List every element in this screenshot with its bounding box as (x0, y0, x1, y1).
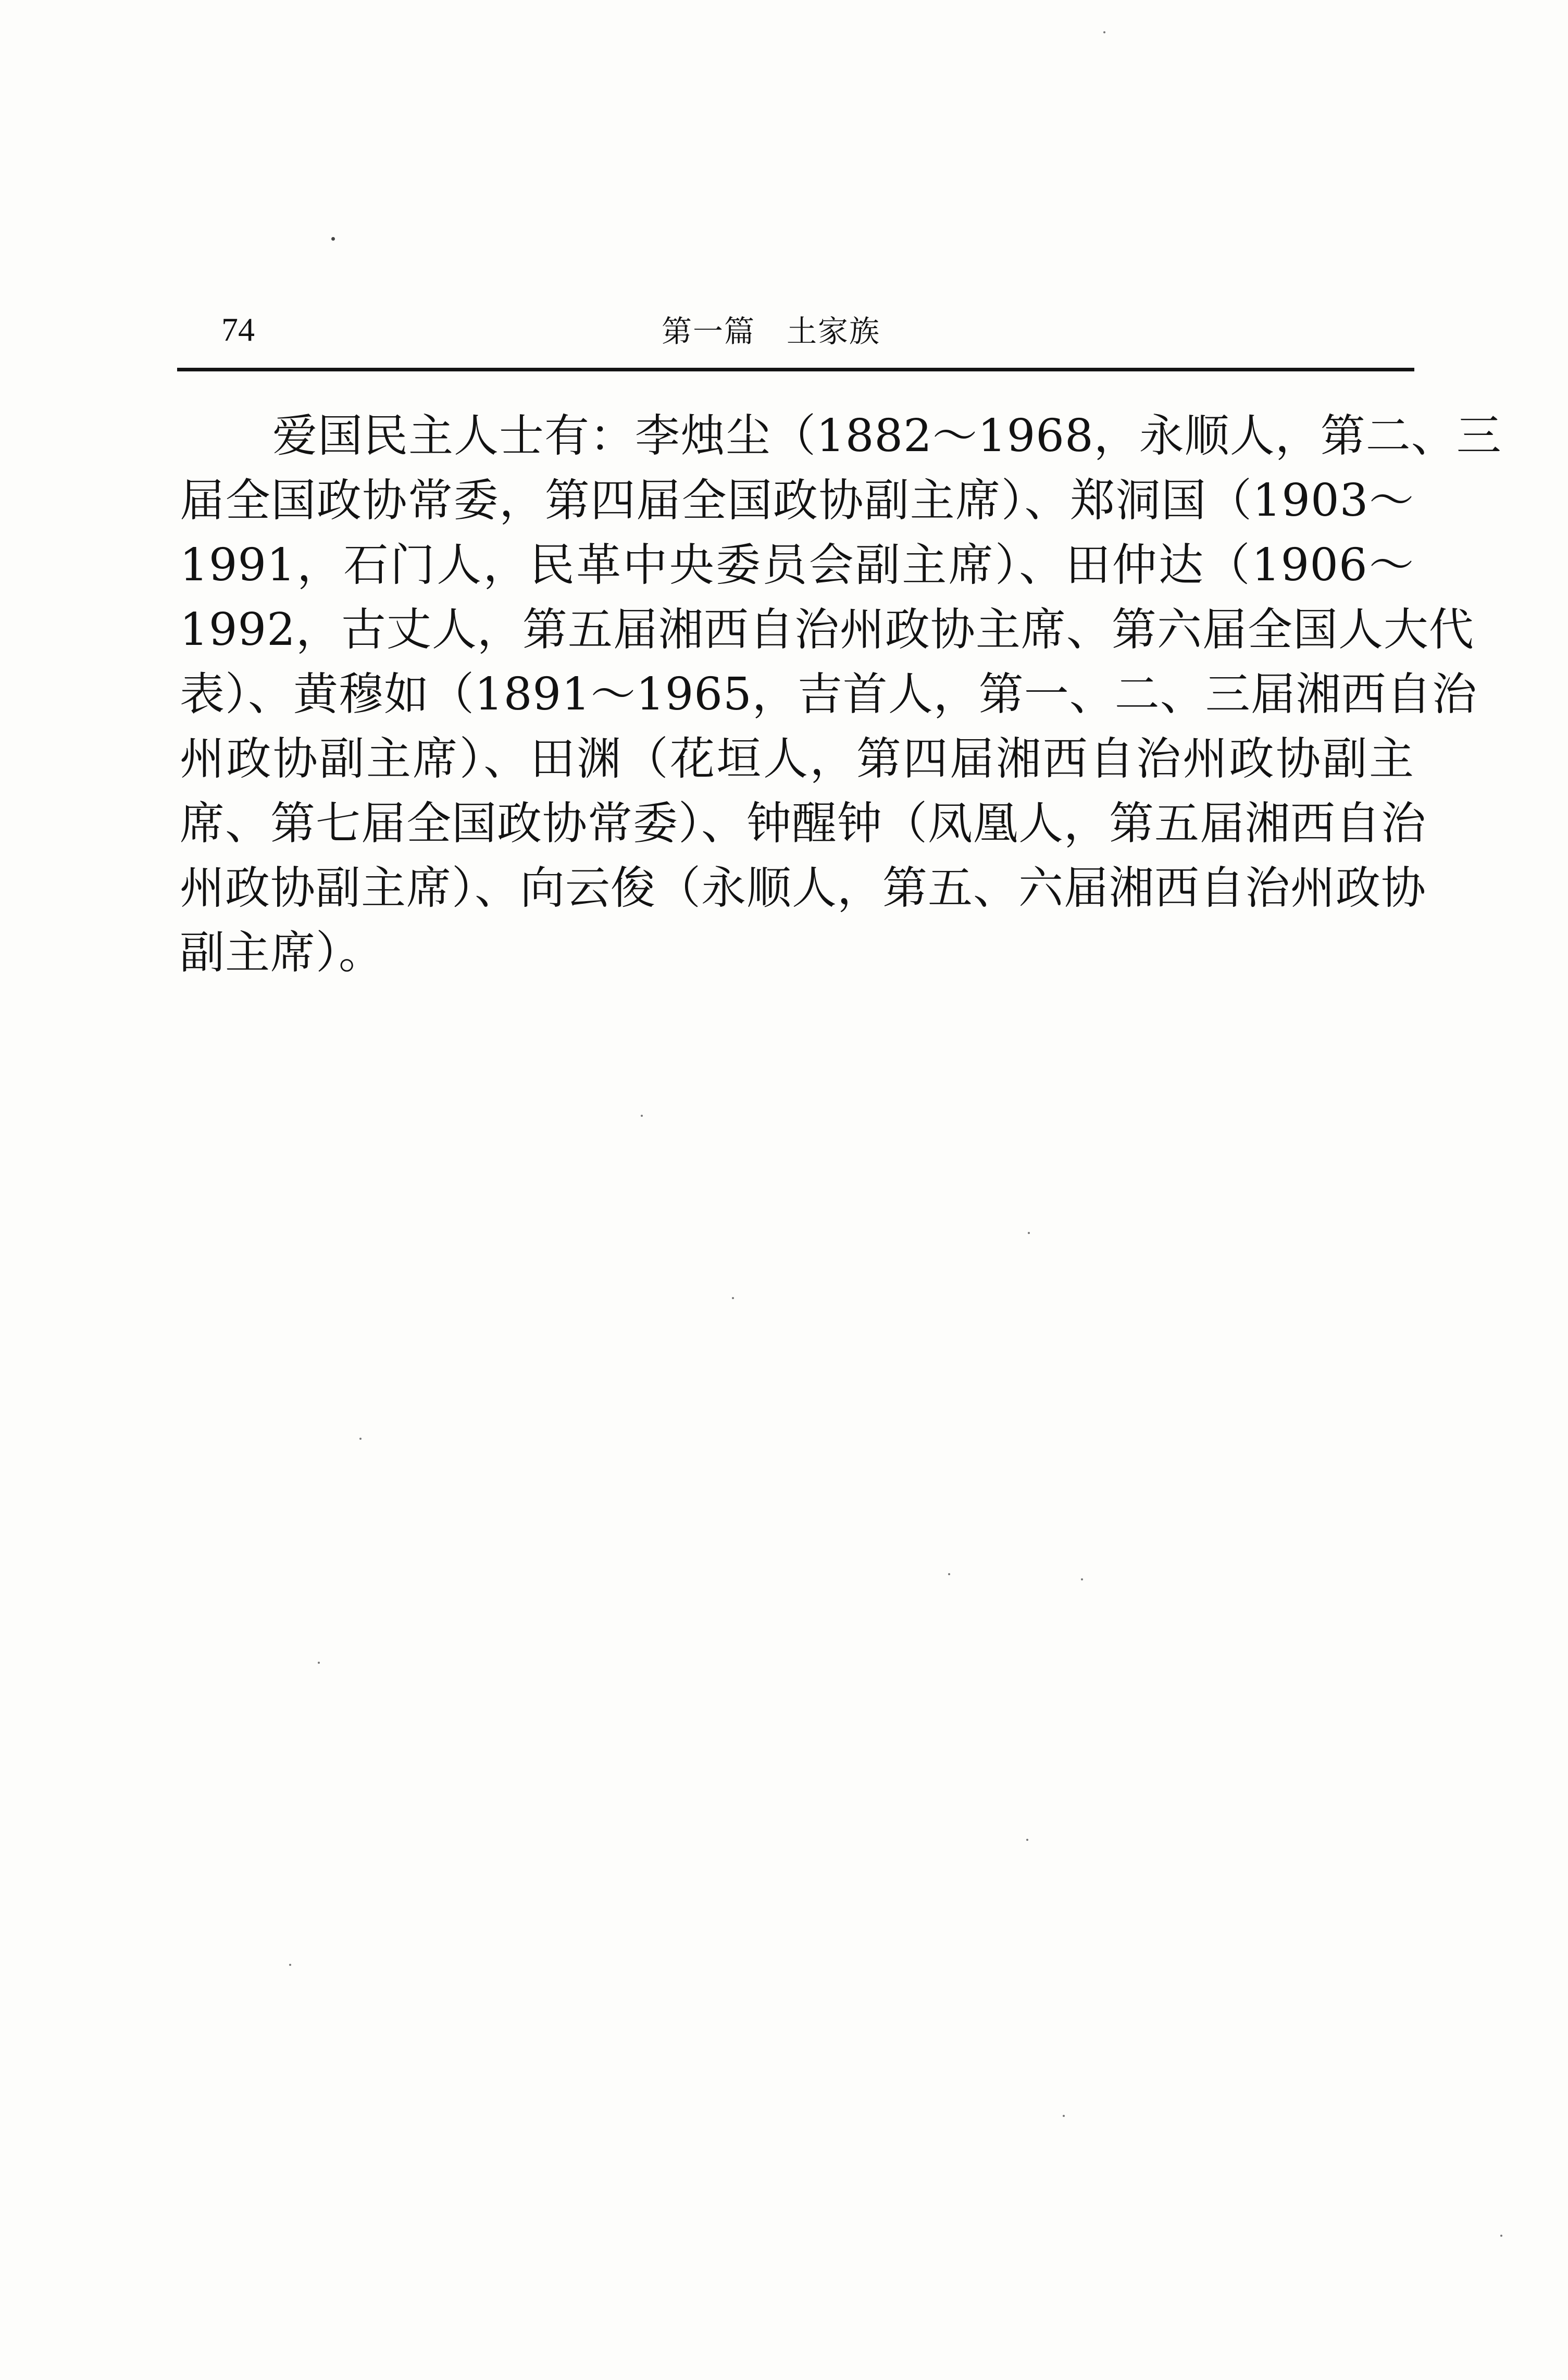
scan-speck (641, 1115, 643, 1117)
paragraph-line: 表）、黄穆如（1891～1965，吉首人，第一、二、三届湘西自治 (180, 668, 1477, 720)
scan-speck (289, 1964, 291, 1966)
paragraph-line: 席、第七届全国政协常委）、钟醒钟（凤凰人，第五届湘西自治 (180, 798, 1426, 850)
paragraph-line: 州政协副主席）、田渊（花垣人，第四届湘西自治州政协副主 (180, 733, 1414, 785)
scan-speck (318, 1662, 320, 1664)
running-header (177, 300, 1414, 352)
scan-speck (1103, 31, 1105, 33)
scan-speck (331, 237, 335, 241)
paragraph-line: 1991，石门人，民革中央委员会副主席）、田仲达（1906～ (180, 539, 1414, 591)
paragraph-line: 届全国政协常委，第四届全国政协副主席）、郑洞国（1903～ (180, 475, 1414, 527)
page-number: 74 (221, 311, 255, 348)
paragraph-line: 爱国民主人士有：李烛尘（1882～1968，永顺人，第二、三 (272, 410, 1502, 462)
header-rule (177, 368, 1414, 371)
scan-speck (948, 1573, 950, 1575)
scan-speck (732, 1297, 734, 1299)
scan-speck (1081, 1578, 1083, 1580)
scan-speck (1026, 1839, 1028, 1841)
scan-speck (1500, 2235, 1502, 2237)
scan-speck (1063, 2115, 1065, 2117)
scan-speck (1028, 1232, 1030, 1234)
running-title: 第一篇 土家族 (662, 314, 881, 349)
paragraph-line: 副主席）。 (180, 927, 384, 979)
paragraph-line: 州政协副主席）、向云俊（永顺人，第五、六届湘西自治州政协 (180, 862, 1426, 914)
scan-speck (359, 1438, 362, 1440)
body-paragraph (180, 404, 1502, 985)
paragraph-line: 1992，古丈人，第五届湘西自治州政协主席、第六届全国人大代 (180, 604, 1474, 656)
